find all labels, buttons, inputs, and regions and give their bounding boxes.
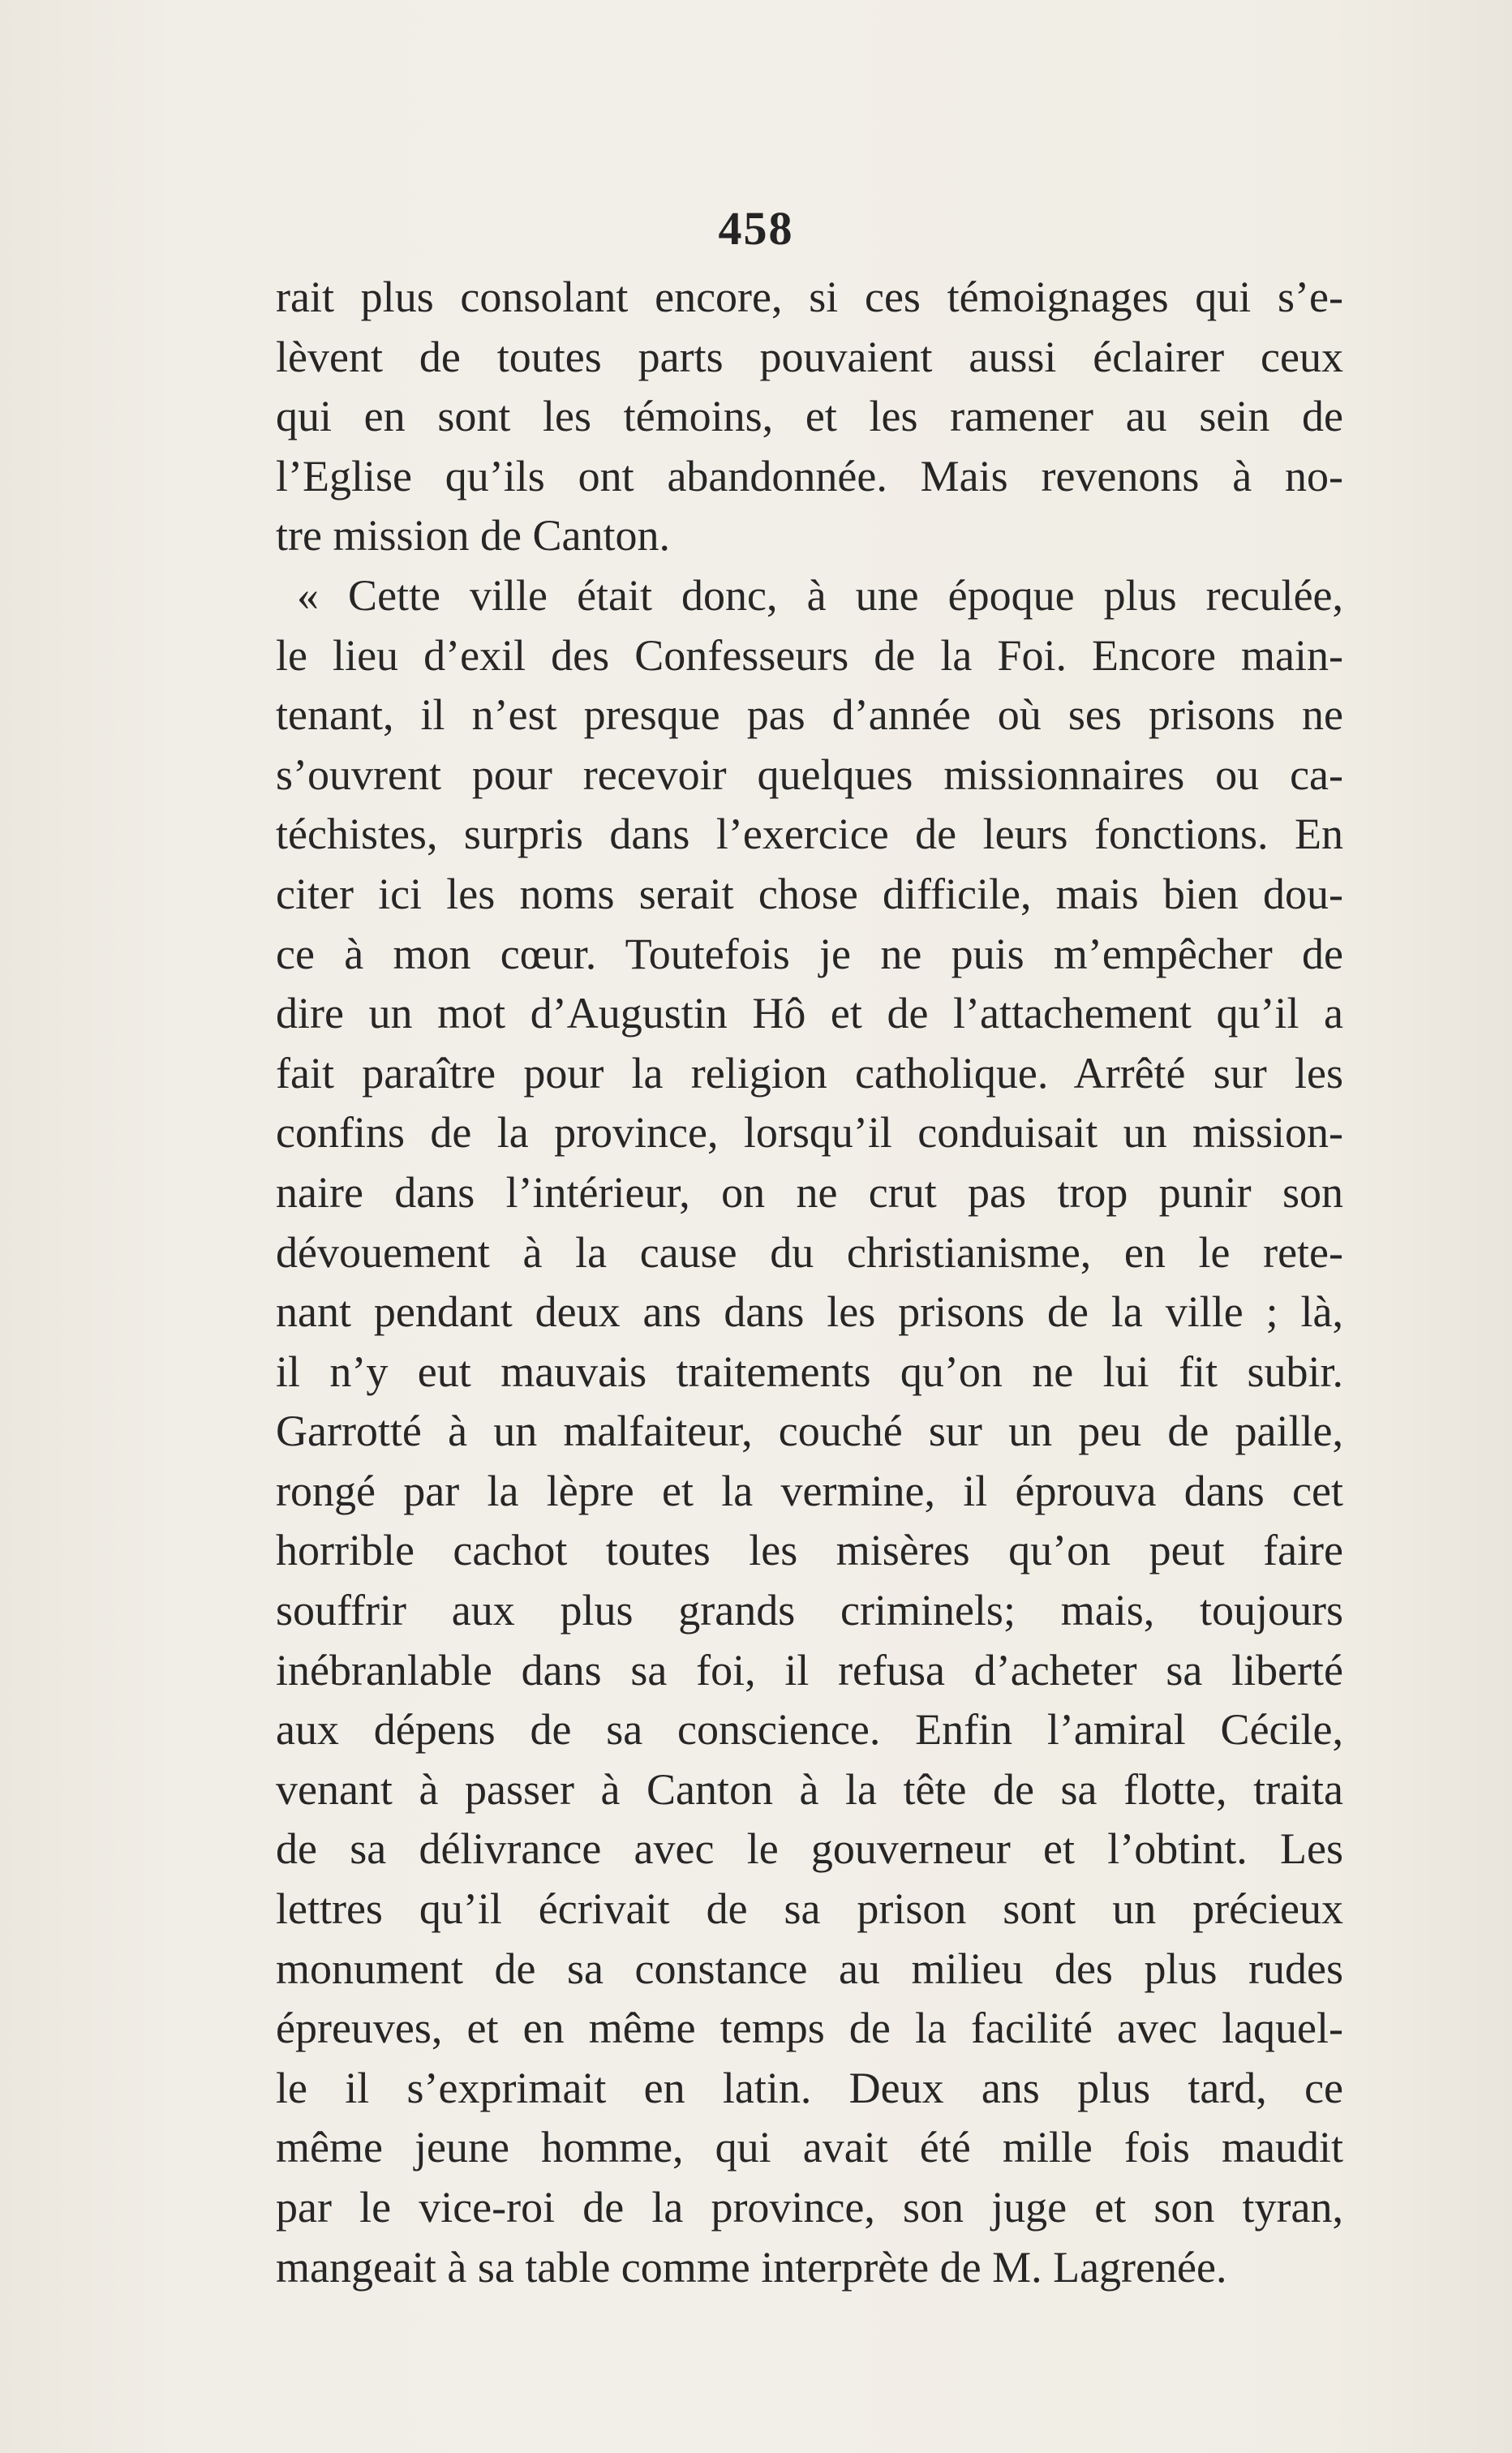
text-line: tre mission de Canton.	[276, 511, 670, 561]
text-line: aux dépens de sa conscience. Enfin l’amiral Cécile,	[276, 1705, 1343, 1755]
text-line: ce à mon cœur. Toutefois je ne puis m’empêcher de	[276, 929, 1343, 978]
text-line: dévouement à la cause du christianisme, en le rete-	[276, 1227, 1343, 1277]
text-line: épreuves, et en même temps de la facilité avec laquel-	[276, 2004, 1343, 2053]
text-line: tenant, il n’est presque pas d’année où ses prisons ne	[276, 690, 1343, 740]
text-line: le il s’exprimait en latin. Deux ans plus tard, ce	[276, 2063, 1343, 2112]
text-line: « Cette ville était donc, à une époque plus reculée,	[297, 570, 1343, 620]
text-line: monument de sa constance au milieu des plus rudes	[276, 1944, 1343, 1993]
text-line: mangeait à sa table comme interprète de M. Lagrenée.	[276, 2242, 1227, 2292]
text-line: il n’y eut mauvais traitements qu’on ne lui fit subir.	[276, 1347, 1343, 1396]
page-number: 458	[718, 202, 794, 255]
text-line: qui en sont les témoins, et les ramener au sein de	[276, 392, 1343, 441]
text-line: de sa délivrance avec le gouverneur et l’obtint. Les	[276, 1824, 1343, 1874]
text-line: Garrotté à un malfaiteur, couché sur un peu de paille,	[276, 1407, 1343, 1456]
text-line: nant pendant deux ans dans les prisons de la ville ; là,	[276, 1287, 1343, 1337]
text-line: l’Eglise qu’ils ont abandonnée. Mais revenons à no-	[276, 451, 1343, 500]
text-line: s’ouvrent pour recevoir quelques missionnaires ou ca-	[276, 750, 1343, 799]
text-line: inébranlable dans sa foi, il refusa d’acheter sa liberté	[276, 1645, 1343, 1695]
text-line: rait plus consolant encore, si ces témoignages qui s’e-	[276, 273, 1343, 321]
text-line: citer ici les noms serait chose difficile, mais bien dou-	[276, 869, 1343, 918]
text-line: fait paraître pour la religion catholique. Arrêté sur les	[276, 1048, 1343, 1098]
text-line: horrible cachot toutes les misères qu’on peut faire	[276, 1526, 1343, 1575]
text-line: le lieu d’exil des Confesseurs de la Foi. Encore main-	[276, 630, 1343, 680]
text-line: naire dans l’intérieur, on ne crut pas trop punir son	[276, 1167, 1343, 1217]
text-line: confins de la province, lorsqu’il conduisait un mission-	[276, 1108, 1343, 1158]
text-line: rongé par la lèpre et la vermine, il éprouva dans cet	[276, 1466, 1343, 1515]
text-line: téchistes, surpris dans l’exercice de leurs fonctions. En	[276, 810, 1343, 859]
text-line: même jeune homme, qui avait été mille fois maudit	[276, 2123, 1343, 2172]
text-line: par le vice-roi de la province, son juge et son tyran,	[276, 2183, 1343, 2232]
body-text	[276, 268, 1343, 2297]
text-line: dire un mot d’Augustin Hô et de l’attachement qu’il a	[276, 989, 1343, 1038]
text-line: souffrir aux plus grands criminels; mais, toujours	[276, 1586, 1343, 1635]
text-line: venant à passer à Canton à la tête de sa flotte, traita	[276, 1764, 1343, 1814]
text-line: lèvent de toutes parts pouvaient aussi éclairer ceux	[276, 332, 1343, 381]
text-line: lettres qu’il écrivait de sa prison sont un précieux	[276, 1884, 1343, 1934]
